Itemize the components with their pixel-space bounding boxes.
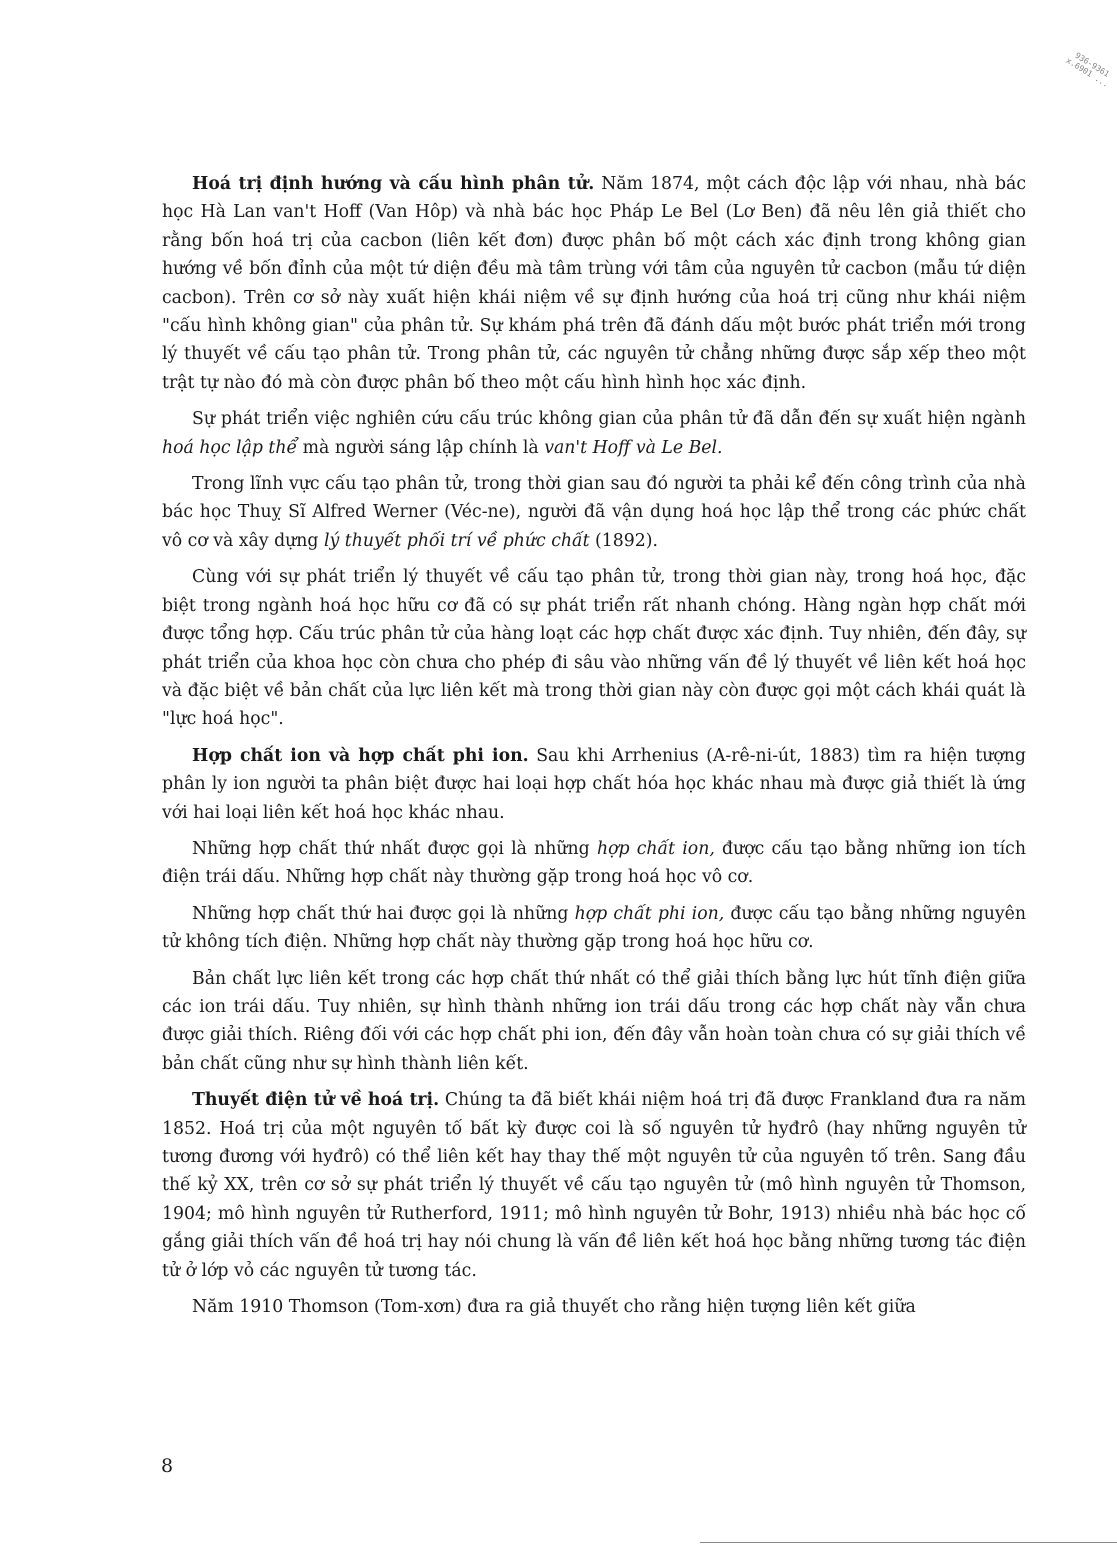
- text-run: Bản chất lực liên kết trong các hợp chất thứ nhất có thể giải thích bằng lực hút tĩnh điện giữa các ion trái dấu. Tuy nhiên, sự hình thành những ion trái dấu trong các hợp chất này vẫn chưa được giải thích. Riêng đối với các hợp chất phi ion, đến đây vẫn hoàn toàn chưa có sự giải thích về bản chất cũng như sự hình thành liên kết.: [162, 968, 1026, 1074]
- paragraph: [162, 1293, 1026, 1321]
- paragraph: [162, 563, 1026, 733]
- paragraph: [162, 965, 1026, 1079]
- text-run: Trong lĩnh vực cấu tạo phân tử, trong thời gian sau đó người ta phải kể đến công trình của nhà bác học Thuỵ Sĩ Alfred Werner (Véc-ne), người đã vận dụng hoá học lập thể trong các phức chất vô cơ và xây dựng: [162, 474, 1026, 551]
- text-run: Chúng ta đã biết khái niệm hoá trị đã được Frankland đưa ra năm 1852. Hoá trị của một nguyên tố bất kỳ được coi là số nguyên tử hyđrô (hay những nguyên tử tương đương với hyđrô) có thể liên kết hay thay thế một nguyên tử của nguyên tố trên. Sang đầu thế kỷ XX, trên cơ sở sự phát triển lý thuyết về cấu tạo nguyên tử (mô hình nguyên tử Thomson, 1904; mô hình nguyên tử Rutherford, 1911; mô hình nguyên tử Bohr, 1913) nhiều nhà bác học cố gắng giải thích vấn đề hoá trị hay nói chung là vấn đề liên kết hoá học bằng những tương tác điện tử ở lớp vỏ các nguyên tử tương tác.: [162, 1090, 1026, 1281]
- italic-term: hoá học lập thể: [162, 437, 298, 458]
- italic-term: lý thuyết phối trí về phức chất: [323, 530, 590, 551]
- text-run: Năm 1874, một cách độc lập với nhau, nhà bác học Hà Lan van't Hoff (Van Hôp) và nhà bác học Pháp Le Bel (Lơ Ben) đã nêu lên giả thiết cho rằng bốn hoá trị của cacbon (liên kết đơn) được phân bố một cách xác định trong không gian hướng về bốn đỉnh của một tứ diện đều mà tâm trùng với tâm của nguyên tử cacbon (mẫu tứ diện cacbon). Trên cơ sở này xuất hiện khái niệm về sự định hướng của hoá trị cũng như khái niệm "cấu hình không gian" của phân tử. Sự khám phá trên đã đánh dấu một bước phát triển mới trong lý thuyết về cấu tạo phân tử. Trong phân tử, các nguyên tử chẳng những được sắp xếp theo một trật tự nào đó mà còn được phân bố theo một cấu hình hình học xác định.: [162, 174, 1027, 393]
- italic-term: hợp chất phi ion,: [574, 903, 725, 924]
- text-run: Sự phát triển việc nghiên cứu cấu trúc không gian của phân tử đã dẫn đến sự xuất hiện ngành: [192, 409, 1026, 430]
- paragraph: [162, 742, 1026, 827]
- text-run: Sau khi Arrhenius (A-rê-ni-út, 1883) tìm ra hiện tượng phân ly ion người ta phân biệt được hai loại hợp chất hóa học khác nhau mà được giả thiết là ứng với hai loại liên kết hoá học khác nhau.: [162, 745, 1026, 823]
- page-number: 8: [161, 1455, 174, 1477]
- text-run: (1892).: [589, 530, 658, 551]
- text-run: được cấu tạo bằng những nguyên tử không tích điện. Những hợp chất này thường gặp trong hoá học hữu cơ.: [162, 903, 1026, 953]
- text-run: Năm 1910 Thomson (Tom-xơn) đưa ra giả thuyết cho rằng hiện tượng liên kết giữa: [192, 1297, 916, 1318]
- paragraph: [162, 1086, 1026, 1285]
- text-run: Cùng với sự phát triển lý thuyết về cấu tạo phân tử, trong thời gian này, trong hoá học, đặc biệt trong ngành hoá học hữu cơ đã có sự phát triển rất nhanh chóng. Hàng ngàn hợp chất mới được tổng hợp. Cấu trúc phân tử của hàng loạt các hợp chất được xác định. Tuy nhiên, đến đây, sự phát triển của khoa học còn chưa cho phép đi sâu vào những vấn đề lý thuyết về liên kết hoá học và đặc biệt về bản chất của lực liên kết mà trong thời gian này còn được gọi một cách khái quát là "lực hoá học".: [162, 567, 1026, 730]
- body-text: [162, 170, 1026, 1329]
- italic-term: hợp chất ion,: [596, 838, 715, 859]
- text-run: được cấu tạo bằng những ion tích điện trái dấu. Những hợp chất này thường gặp trong hoá học vô cơ.: [162, 838, 1026, 888]
- section-heading: Hoá trị định hướng và cấu hình phân tử.: [192, 174, 595, 194]
- section-heading: Thuyết điện tử về hoá trị.: [192, 1090, 440, 1111]
- paragraph: [162, 405, 1026, 462]
- paragraph: [162, 835, 1026, 892]
- section-heading: Hợp chất ion và hợp chất phi ion.: [192, 745, 529, 766]
- italic-term: van't Hoff và Le Bel.: [544, 437, 723, 458]
- library-stamp: 936-9361 x.6901 ...: [1064, 50, 1111, 90]
- text-run: Những hợp chất thứ hai được gọi là những: [192, 903, 575, 924]
- paragraph: [162, 900, 1026, 957]
- text-run: Những hợp chất thứ nhất được gọi là những: [192, 838, 597, 859]
- paragraph: [162, 470, 1026, 555]
- paragraph: [162, 170, 1026, 397]
- bottom-rule: [700, 1542, 1117, 1543]
- text-run: mà người sáng lập chính là: [297, 437, 545, 458]
